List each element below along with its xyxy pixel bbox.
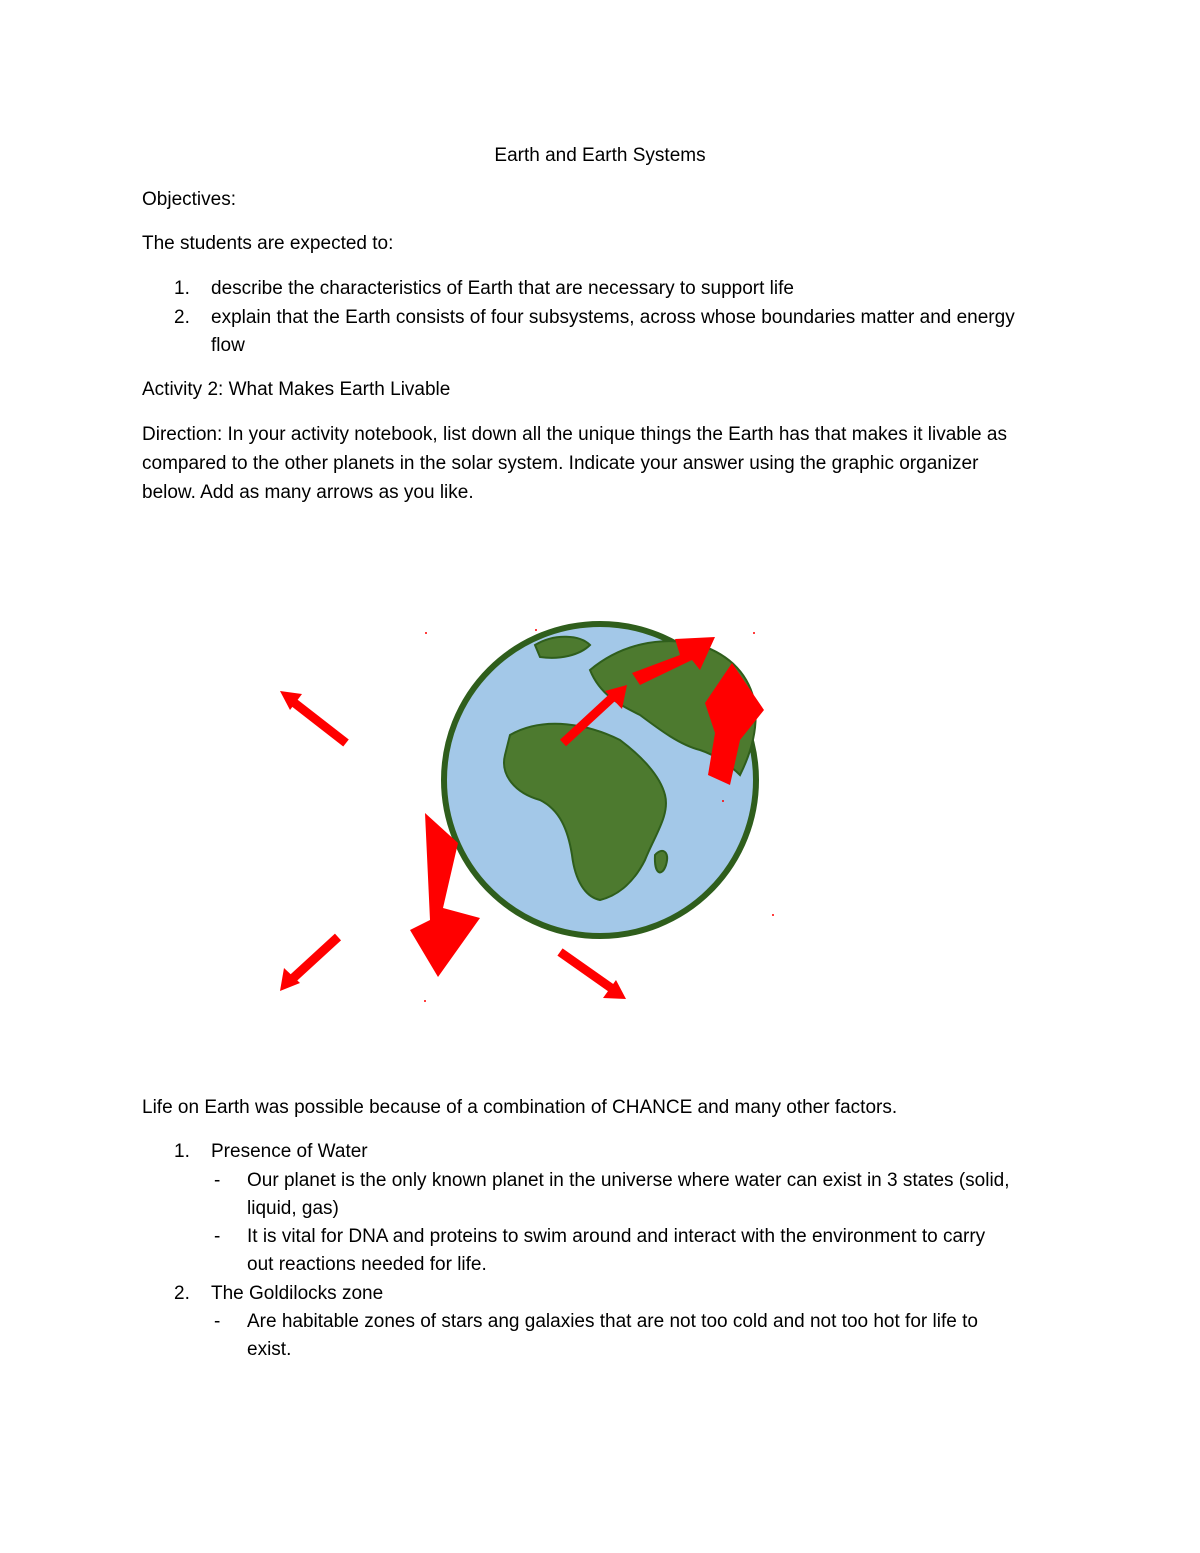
objectives-intro: The students are expected to:	[142, 233, 394, 254]
bullet-dash: -	[214, 1226, 221, 1247]
bullet-dash: -	[214, 1170, 221, 1191]
bullet-text: Our planet is the only known planet in the universe where water can exist in 3 states (solid,	[247, 1170, 1010, 1191]
bullet-text: It is vital for DNA and proteins to swim around and interact with the environment to carry	[247, 1226, 986, 1247]
bullet-text: Are habitable zones of stars ang galaxies that are not too cold and not too hot for life to	[247, 1311, 978, 1332]
factor-number: 1.	[174, 1141, 190, 1162]
activity-heading: Activity 2: What Makes Earth Livable	[142, 379, 451, 400]
objective-text-continuation: flow	[211, 335, 245, 356]
bullet-dash: -	[214, 1311, 221, 1332]
direction-line: below. Add as many arrows as you like.	[142, 482, 474, 503]
factor-title: Presence of Water	[211, 1141, 368, 1162]
objective-text: explain that the Earth consists of four subsystems, across whose boundaries matter and energy	[211, 307, 1015, 328]
objective-number: 1.	[174, 278, 190, 299]
direction-text: In your activity notebook, list down all the unique things the Earth has that makes it livable as	[222, 424, 1007, 445]
direction-line	[142, 421, 1007, 449]
direction-line: compared to the other planets in the solar system. Indicate your answer using the graphic organizer	[142, 453, 979, 474]
objective-text: describe the characteristics of Earth that are necessary to support life	[211, 278, 794, 299]
arrow-lower-right-icon	[560, 952, 626, 999]
life-intro: Life on Earth was possible because of a combination of CHANCE and many other factors.	[142, 1097, 898, 1118]
bullet-text-continuation: exist.	[247, 1339, 292, 1360]
bullet-text-continuation: out reactions needed for life.	[247, 1254, 487, 1275]
arrow-lower-left-icon	[280, 937, 338, 991]
bullet-text-continuation: liquid, gas)	[247, 1198, 339, 1219]
objectives-heading: Objectives:	[142, 189, 236, 210]
objective-number: 2.	[174, 307, 190, 328]
arrow-upper-left-icon	[280, 691, 346, 743]
factor-title: The Goldilocks zone	[211, 1283, 384, 1304]
document-title: Earth and Earth Systems	[494, 145, 706, 166]
factor-number: 2.	[174, 1283, 190, 1304]
earth-globe-icon	[444, 624, 756, 936]
earth-graphic-organizer	[260, 615, 800, 1015]
earth-continent-island	[655, 851, 667, 873]
direction-label: Direction:	[142, 424, 223, 445]
